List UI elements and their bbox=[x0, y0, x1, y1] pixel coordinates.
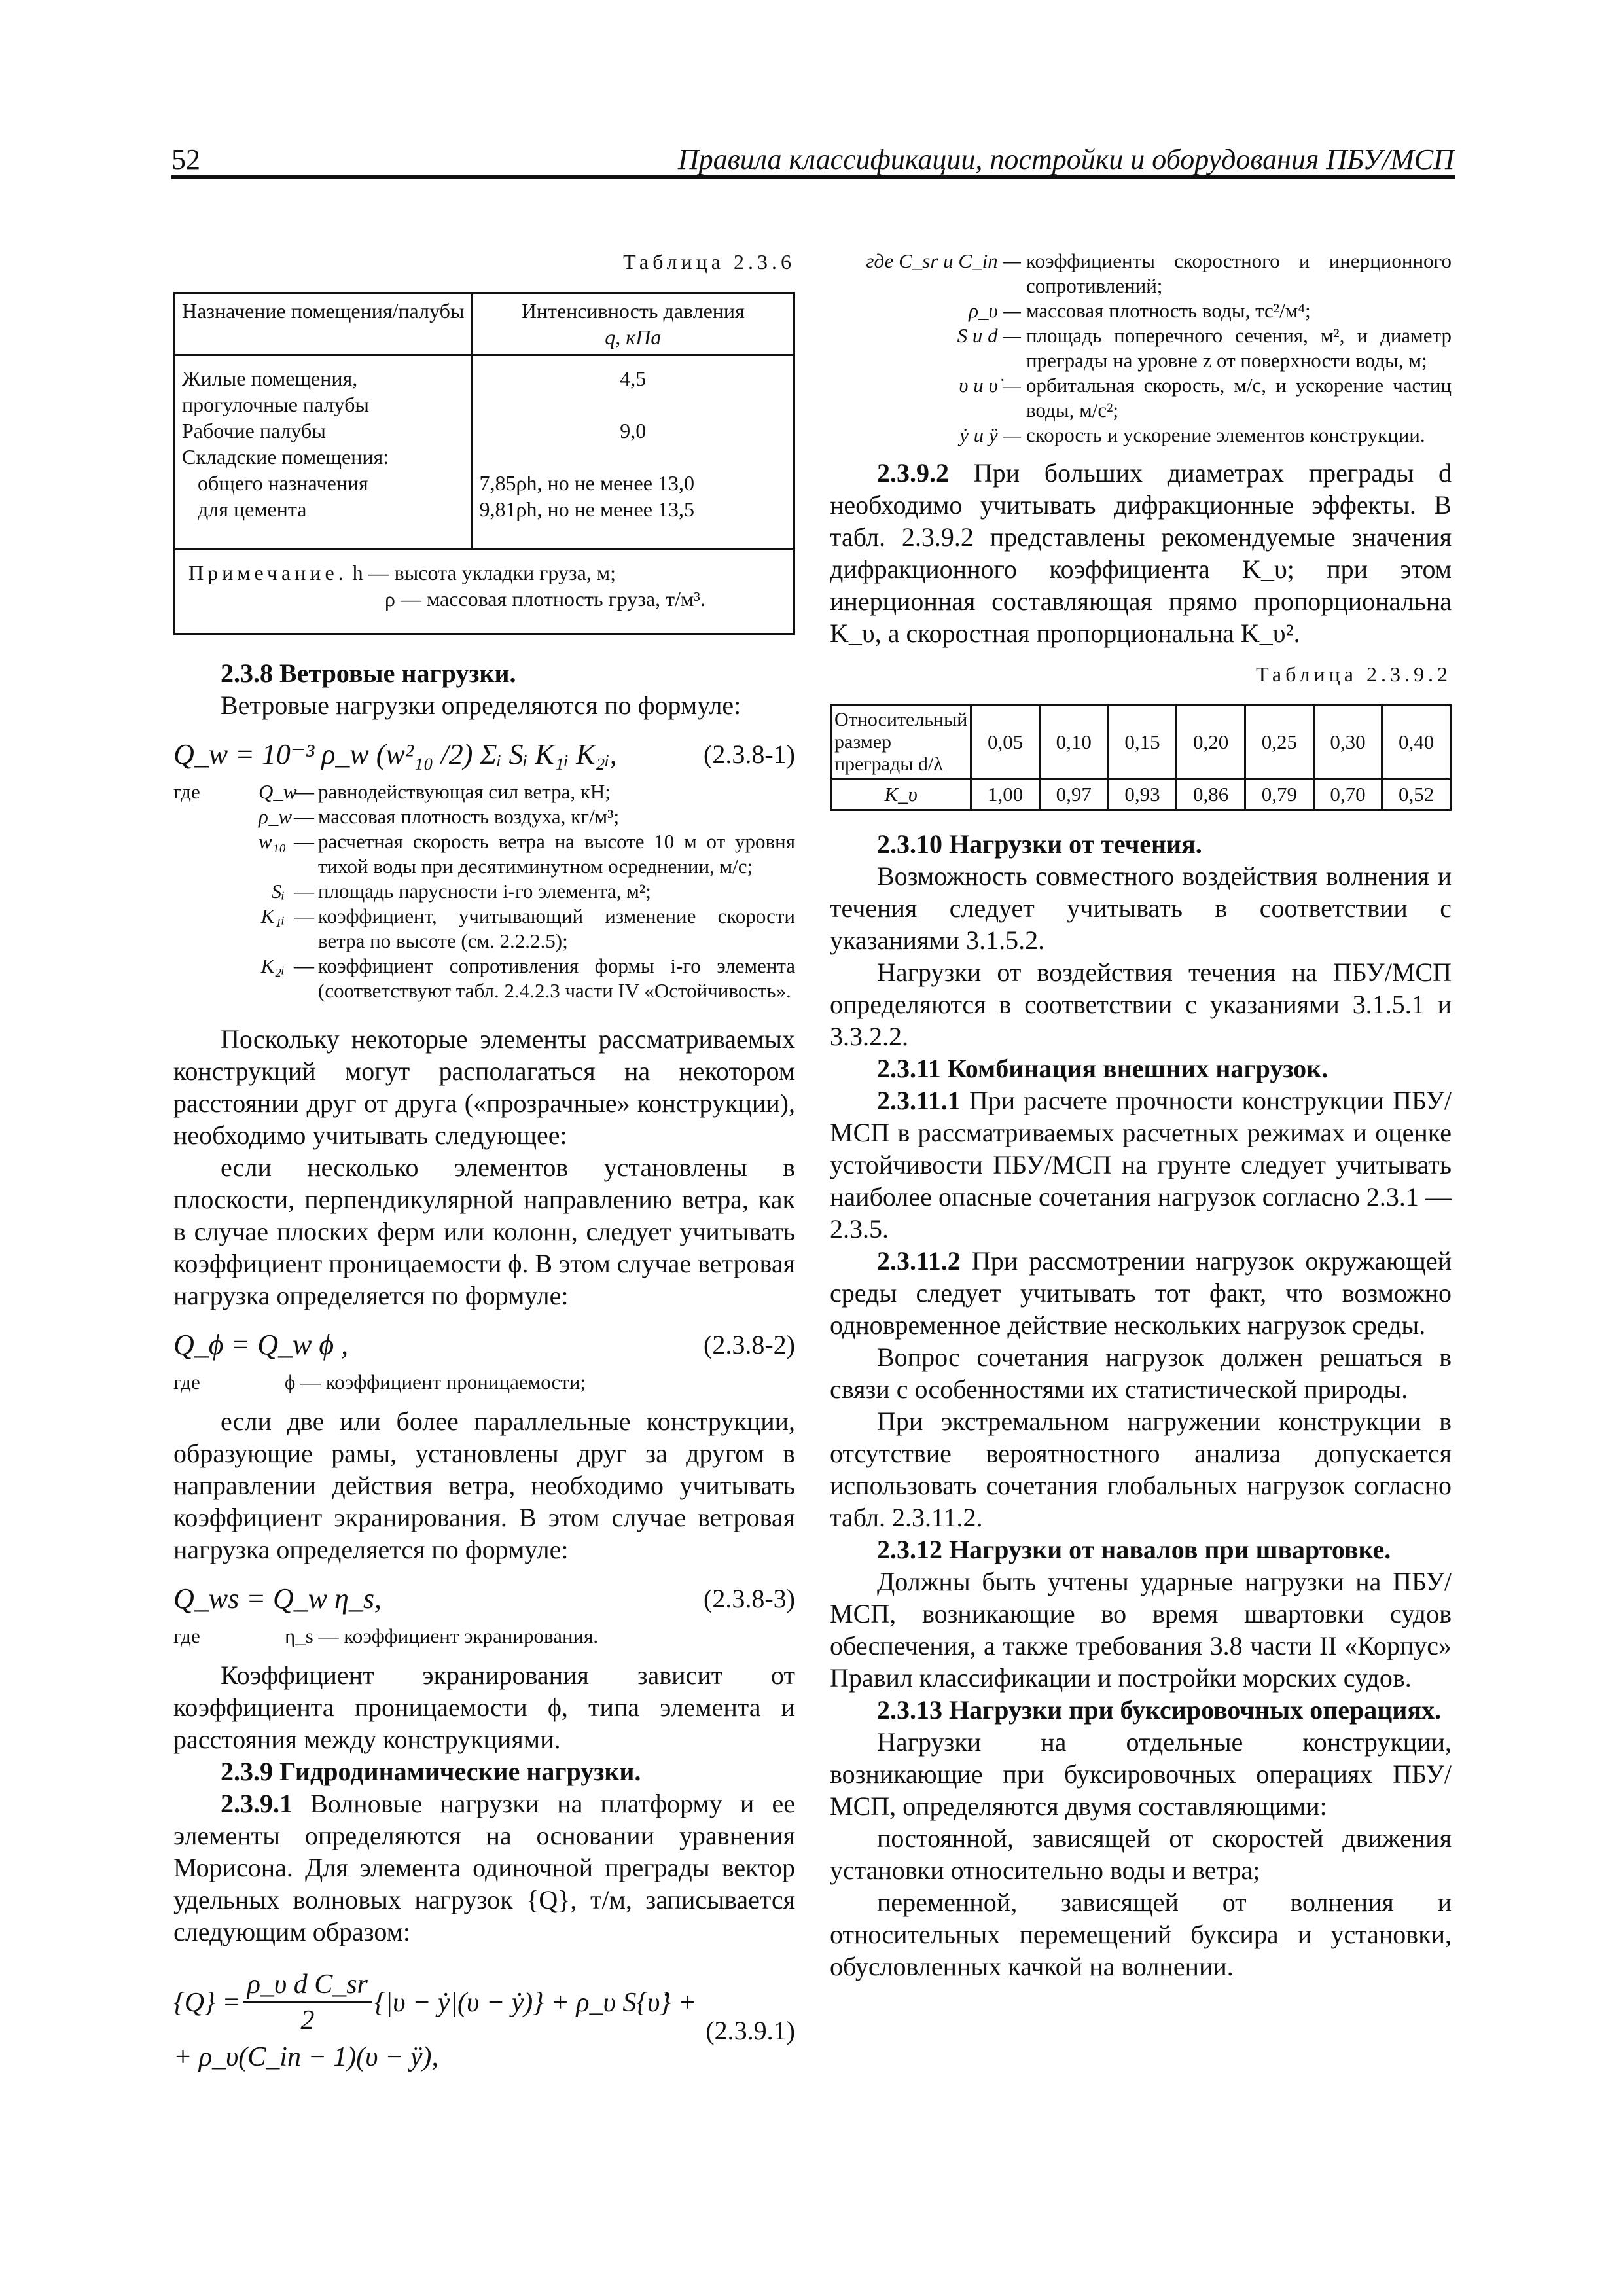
table-row-k-coefficient bbox=[831, 780, 1451, 810]
where-label: где bbox=[173, 1624, 200, 1647]
paragraph: если несколько элементов установлены в плоскости, перпендикулярной направлению ветра, как в случае плоских ферм или колонн, следует учитывать коэффициент проницаемости ϕ. В этом случае ветровая нагрузка определяется по формуле: bbox=[173, 1153, 795, 1310]
clause-number: 2.3.11.1 bbox=[877, 1086, 961, 1115]
def-description: коэффициент сопротивления формы i-го элемента (соответствуют табл. 2.4.2.3 части IV «Остойчивость». bbox=[318, 954, 795, 1002]
row-name: Жилые помещения, прогулочные палубы bbox=[182, 367, 369, 416]
table-cell: 0,05 bbox=[971, 706, 1040, 780]
table-col2-header bbox=[472, 293, 794, 355]
row-name: Рабочие палубы bbox=[182, 419, 326, 442]
table-2-3-9-2 bbox=[830, 704, 1452, 811]
def-symbol: Sᵢ bbox=[271, 880, 285, 903]
section-2-3-8-title: 2.3.8 Ветровые нагрузки. bbox=[221, 658, 516, 688]
paragraph-2-3-9-2 bbox=[830, 457, 1452, 649]
formula-expression: Q_ϕ = Q_w ϕ , bbox=[173, 1329, 349, 1361]
clause-number: 2.3.9.1 bbox=[221, 1789, 293, 1818]
formula-2-3-8-3 bbox=[173, 1583, 795, 1615]
table-2-3-6-caption: Таблица 2.3.6 bbox=[623, 250, 795, 274]
def-description: площадь поперечного сечения, м², и диаметр преграды на уровне z от поверхности воды, м; bbox=[1026, 324, 1452, 372]
formula-2-3-8-1 bbox=[173, 738, 795, 770]
right-column bbox=[830, 249, 1452, 1982]
paragraph: Поскольку некоторые элементы рассматриваемых конструкций могут располагаться на некотором расстоянии друг от друга («прозрачные» конструкции), необходимо учитывать следующее: bbox=[173, 1024, 795, 1150]
table-cell: 0,25 bbox=[1245, 706, 1313, 780]
header-rule bbox=[171, 175, 1455, 179]
def-description: скорость и ускорение элементов конструкции. bbox=[1026, 423, 1425, 446]
clause-text: При больших диаметрах преграды d необходимо учитывать дифракционные эффекты. В табл. 2.3.9.2 представлены рекомендуемые значения дифракционного коэффициента K_υ; при этом инерционная составляющая прямо пропорциональна K_υ, а скоростная пропорциональна K_υ². bbox=[830, 458, 1452, 648]
row-name: Складские помещения: bbox=[182, 445, 389, 469]
section-2-3-10-title: 2.3.10 Нагрузки от течения. bbox=[877, 829, 1202, 859]
formula-line2: + ρ_υ(C_in − 1)(υ − ÿ), bbox=[173, 2042, 439, 2072]
formula-2-3-8-3-definition bbox=[173, 1624, 795, 1649]
table-cell: 0,52 bbox=[1382, 780, 1451, 810]
section-2-3-8-intro: Ветровые нагрузки определяются по формуле: bbox=[221, 691, 741, 720]
def-description: коэффициент, учитывающий изменение скорости ветра по высоте (см. 2.2.2.5); bbox=[318, 905, 795, 952]
formula-expression: Q_w = 10⁻³ ρ_w (w²₁₀ /2) Σᵢ Sᵢ K₁ᵢ K₂ᵢ, bbox=[173, 738, 617, 770]
paragraph-2-3-9-1 bbox=[173, 1787, 795, 1948]
formula-2-3-9-1-definitions bbox=[830, 249, 1452, 448]
formula-rhs: {|υ − ẏ|(υ − ẏ)} + ρ_υ S{υ̇} + bbox=[374, 1987, 697, 2018]
fraction-numerator: ρ_υ d C_sr bbox=[243, 1967, 372, 2003]
table-body-row bbox=[175, 355, 794, 550]
paragraph: если две или более параллельные конструкции, образующие рамы, установлены друг за другом в направлении действия ветра, необходимо учитывать коэффициент экранирования. В этом случае ветровая нагрузка определяется по формуле: bbox=[173, 1407, 795, 1564]
def-symbol: ρ_υ — bbox=[969, 299, 1021, 322]
table-note bbox=[175, 550, 794, 634]
formula-number: (2.3.8-1) bbox=[704, 740, 795, 769]
def-description: массовая плотность воды, тс²/м⁴; bbox=[1026, 299, 1311, 322]
row-value: 7,85ρh, но не менее 13,0 bbox=[479, 471, 694, 495]
formula-number: (2.3.9.1) bbox=[705, 2016, 795, 2045]
table-2-3-6 bbox=[173, 292, 795, 635]
row-name: общего назначения bbox=[198, 471, 368, 495]
table-cell: 0,10 bbox=[1039, 706, 1108, 780]
running-title: Правила классификации, постройки и оборудования ПБУ/МСП bbox=[677, 143, 1454, 175]
formula-2-3-8-2-definition bbox=[173, 1370, 795, 1395]
table-cell: 1,00 bbox=[971, 780, 1040, 810]
page-number: 52 bbox=[171, 143, 200, 175]
clause-number: 2.3.9.2 bbox=[877, 458, 949, 488]
table-cell: 0,93 bbox=[1108, 780, 1177, 810]
def-description: коэффициенты скоростного и инерционного сопротивлений; bbox=[1026, 249, 1452, 297]
table-values-cell bbox=[472, 355, 794, 550]
def-symbol: ρ_w bbox=[259, 805, 293, 828]
def-description: площадь парусности i-го элемента, м²; bbox=[318, 880, 651, 903]
formula-expression: Q_ws = Q_w η_s, bbox=[173, 1583, 382, 1615]
clause-text: При рассмотрении нагрузок окружающей среды следует учитывать тот факт, что возможно одновременное действие нескольких нагрузок среды. bbox=[830, 1246, 1452, 1340]
def-symbol: K₂ᵢ bbox=[260, 954, 285, 977]
def-description: η_s — коэффициент экранирования. bbox=[285, 1624, 599, 1647]
row-value: 9,0 bbox=[620, 419, 647, 442]
def-description: равнодействующая сил ветра, кН; bbox=[318, 780, 611, 803]
def-symbol: где C_sr и C_in — bbox=[866, 249, 1021, 272]
table-note-row bbox=[175, 550, 794, 634]
row-value: 4,5 bbox=[620, 367, 647, 390]
where-label: где bbox=[173, 1371, 200, 1393]
paragraph: постоянной, зависящей от скоростей движения установки относительно воды и ветра; bbox=[830, 1823, 1452, 1885]
paragraph: Вопрос сочетания нагрузок должен решаться в связи с особенностями их статистической природы. bbox=[830, 1342, 1452, 1404]
def-description: массовая плотность воздуха, кг/м³; bbox=[318, 805, 620, 828]
paragraph: Нагрузки от воздействия течения на ПБУ/МСП определяются в соответствии с указаниями 3.1.5.1 и 3.3.2.2. bbox=[830, 958, 1452, 1051]
formula-lhs: {Q} = bbox=[173, 1987, 241, 2018]
col2-header-line1: Интенсивность давления bbox=[521, 299, 745, 323]
section-2-3-13-title: 2.3.13 Нагрузки при буксировочных операциях. bbox=[877, 1695, 1441, 1725]
table-col1-header: Назначение помещения/палубы bbox=[175, 293, 473, 355]
table-cell: 0,97 bbox=[1039, 780, 1108, 810]
def-symbol: υ и υ̇ — bbox=[959, 374, 1021, 397]
formula-number: (2.3.8-3) bbox=[704, 1584, 795, 1613]
section-2-3-9-title: 2.3.9 Гидродинамические нагрузки. bbox=[221, 1757, 641, 1786]
table-cell: 0,70 bbox=[1313, 780, 1382, 810]
formula-2-3-8-1-definitions: где Q_w — равнодействующая сил ветра, кН; ρ_w — массовая плотность воздуха, кг/м³; w₁₀ — расчетная скорость ветра на высоте 10 м от уровня тихой воды при десятиминутном осреднении, м/с; Sᵢ — площадь парусности i-го элемента, м²; K₁ᵢ — коэффициент, учитывающий изменение скорости ветра по высоте (см. 2.2.2.5); K₂ᵢ — коэффициент сопротивления формы i-го элемента (соответствуют табл. 2.4.2.3 части IV «Остойчивость». bbox=[173, 780, 795, 1002]
def-symbol: Q_w bbox=[259, 780, 297, 803]
formula-number: (2.3.8-2) bbox=[704, 1330, 795, 1359]
table-cell: 0,40 bbox=[1382, 706, 1451, 780]
table-header-row bbox=[175, 293, 794, 355]
fraction-denominator: 2 bbox=[300, 2005, 315, 2036]
note-line1: h — высота укладки груза, м; bbox=[352, 561, 616, 584]
col2-header-line2: q, кПа bbox=[605, 325, 662, 349]
def-symbol: K₁ᵢ bbox=[260, 905, 285, 927]
paragraph-2-3-11-1 bbox=[830, 1085, 1452, 1245]
table-row-relative-size bbox=[831, 706, 1451, 780]
clause-text: При расчете прочности конструкции ПБУ/МСП в рассматриваемых расчетных режимах и оценке устойчивости ПБУ/МСП на грунте следует учитывать наиболее опасные сочетания нагрузок согласно 2.3.1 — 2.3.5. bbox=[830, 1086, 1452, 1244]
row-value: 9,81ρh, но не менее 13,5 bbox=[479, 497, 694, 521]
def-description: ϕ — коэффициент проницаемости; bbox=[285, 1371, 586, 1393]
def-description: орбитальная скорость, м/с, и ускорение частиц воды, м/с²; bbox=[1026, 374, 1452, 422]
section-2-3-11-title: 2.3.11 Комбинация внешних нагрузок. bbox=[877, 1054, 1329, 1083]
table-cell: 0,15 bbox=[1108, 706, 1177, 780]
table-cell: 0,30 bbox=[1313, 706, 1382, 780]
table-cell: 0,20 bbox=[1177, 706, 1245, 780]
def-symbol: S и d — bbox=[957, 324, 1021, 347]
section-2-3-12-title: 2.3.12 Нагрузки от навалов при швартовке. bbox=[877, 1535, 1391, 1564]
row-header: Относительный размер преграды d/λ bbox=[831, 706, 971, 780]
def-description: расчетная скорость ветра на высоте 10 м от уровня тихой воды при десятиминутном осреднении, м/с; bbox=[318, 830, 795, 878]
clause-text: Волновые нагрузки на платформу и ее элементы определяются на основании уравнения Морисона. Для элемента одиночной преграды вектор удельных волновых нагрузок {Q}, т/м, записывается следующим образом: bbox=[173, 1789, 795, 1946]
formula-fraction bbox=[243, 1967, 372, 2037]
paragraph: При экстремальном нагружении конструкции в отсутствие вероятностного анализа допускается использовать сочетания глобальных нагрузок согласно табл. 2.3.11.2. bbox=[830, 1407, 1452, 1532]
def-symbol: ẏ и ÿ — bbox=[959, 423, 1021, 446]
def-symbol: w₁₀ bbox=[259, 830, 287, 853]
page-header bbox=[171, 143, 1454, 174]
row-header: K_υ bbox=[831, 780, 971, 810]
table-cell: 0,79 bbox=[1245, 780, 1313, 810]
left-column bbox=[173, 249, 795, 2074]
row-name: для цемента bbox=[198, 497, 307, 521]
paragraph: Коэффициент экранирования зависит от коэффициента проницаемости ϕ, типа элемента и расстояния между конструкциями. bbox=[173, 1660, 795, 1754]
formula-2-3-8-2 bbox=[173, 1329, 795, 1361]
table-names-cell bbox=[175, 355, 473, 550]
table-cell: 0,86 bbox=[1177, 780, 1245, 810]
paragraph: Нагрузки на отдельные конструкции, возникающие при буксировочных операциях ПБУ/МСП, определяются двумя составляющими: bbox=[830, 1727, 1452, 1821]
paragraph: переменной, зависящей от волнения и относительных перемещений буксира и установки, обусловленных качкой на волнении. bbox=[830, 1888, 1452, 1981]
clause-number: 2.3.11.2 bbox=[877, 1246, 961, 1276]
paragraph-2-3-11-2 bbox=[830, 1245, 1452, 1341]
paragraph: Должны быть учтены ударные нагрузки на ПБУ/МСП, возникающие во время швартовки судов обеспечения, а также требования 3.8 части II «Корпус» Правил классификации и постройки морских судов. bbox=[830, 1567, 1452, 1693]
table-2-3-9-2-caption: Таблица 2.3.9.2 bbox=[1256, 662, 1452, 686]
formula-2-3-9-1 bbox=[173, 1967, 795, 2074]
paragraph: Возможность совместного воздействия волнения и течения следует учитывать в соответствии с указаниями 3.1.5.2. bbox=[830, 861, 1452, 955]
note-label: Примечание. bbox=[188, 561, 348, 584]
where-label: где bbox=[173, 780, 200, 803]
note-line2: ρ — массовая плотность груза, т/м³. bbox=[385, 587, 705, 611]
